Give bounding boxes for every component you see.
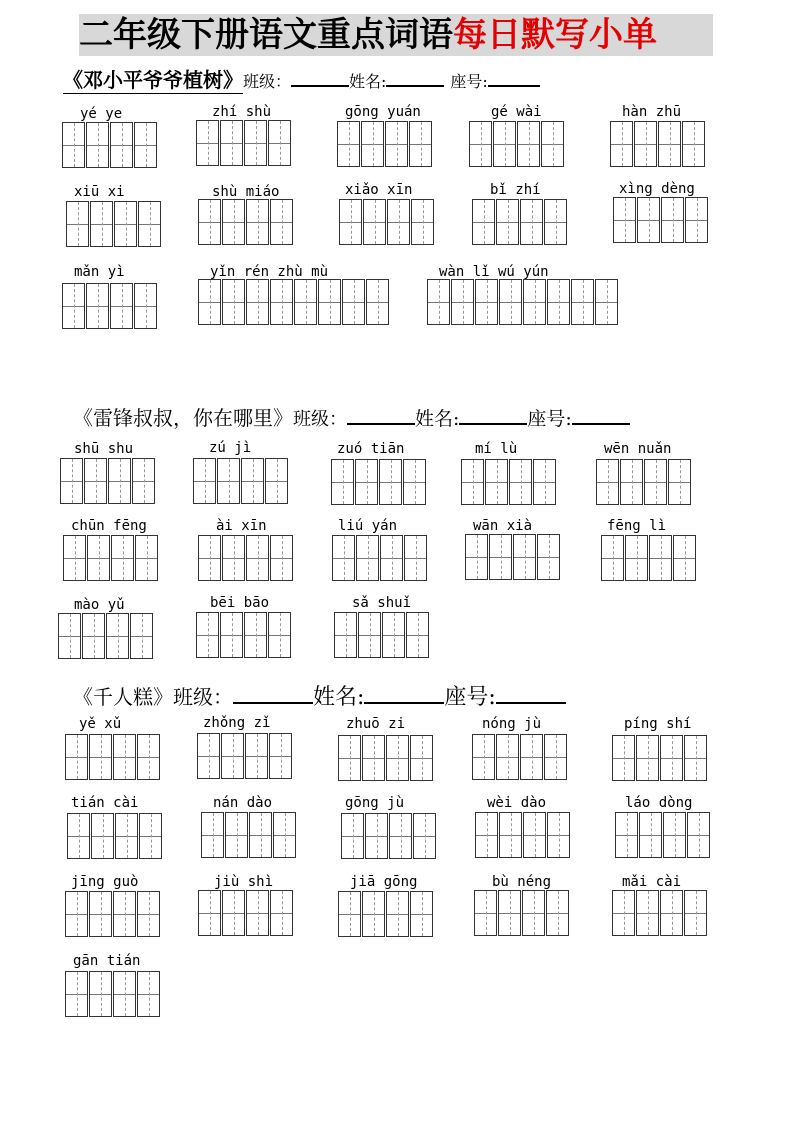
char-cell[interactable] — [682, 121, 705, 167]
char-cell[interactable] — [612, 735, 635, 781]
char-cell[interactable] — [365, 813, 388, 859]
lesson-header-2 — [73, 402, 630, 431]
char-cell[interactable] — [65, 971, 88, 1017]
char-cell[interactable] — [273, 812, 296, 858]
char-box-group[interactable] — [337, 121, 433, 167]
char-cell[interactable] — [198, 279, 221, 325]
char-cell[interactable] — [537, 534, 560, 580]
char-cell[interactable] — [270, 535, 293, 581]
pinyin-label: jiā gōng — [350, 874, 418, 890]
char-cell[interactable] — [523, 279, 546, 325]
char-box-group[interactable] — [334, 612, 430, 658]
char-cell[interactable] — [106, 613, 129, 659]
pinyin-label: shū shu — [74, 441, 134, 457]
pinyin-label: xìng dèng — [619, 181, 695, 197]
char-cell[interactable] — [244, 612, 267, 658]
char-cell[interactable] — [684, 735, 707, 781]
char-cell[interactable] — [406, 612, 429, 658]
char-cell[interactable] — [355, 459, 378, 505]
char-cell[interactable] — [249, 812, 272, 858]
pinyin-label: jiù shì — [214, 874, 274, 890]
char-cell[interactable] — [499, 812, 522, 858]
char-cell[interactable] — [220, 120, 243, 166]
char-cell[interactable] — [67, 813, 90, 859]
char-box-group[interactable] — [67, 813, 163, 859]
char-box-group[interactable] — [198, 890, 294, 936]
char-cell[interactable] — [268, 612, 291, 658]
char-cell[interactable] — [111, 535, 134, 581]
char-cell[interactable] — [363, 199, 386, 245]
pinyin-label: wèi dào — [487, 795, 547, 811]
char-box-group[interactable] — [472, 734, 568, 780]
char-box-group[interactable] — [613, 197, 709, 243]
char-box-group[interactable] — [65, 891, 161, 937]
char-box-group[interactable] — [472, 199, 568, 245]
char-cell[interactable] — [387, 199, 410, 245]
char-cell[interactable] — [265, 458, 288, 504]
title-black-part: 二年级下册语文重点词语 — [79, 15, 453, 55]
pinyin-label: ài xīn — [216, 518, 267, 534]
char-cell[interactable] — [331, 459, 354, 505]
class-label-3: 班级： — [173, 685, 233, 709]
char-cell[interactable] — [339, 199, 362, 245]
char-cell[interactable] — [547, 812, 570, 858]
pinyin-label: tián cài — [71, 795, 139, 811]
char-box-group[interactable] — [601, 535, 697, 581]
pinyin-label: mào yǔ — [74, 597, 125, 613]
char-box-group[interactable] — [339, 199, 435, 245]
char-cell[interactable] — [241, 458, 264, 504]
char-cell[interactable] — [513, 534, 536, 580]
char-box-group[interactable] — [596, 459, 692, 505]
char-cell[interactable] — [245, 733, 268, 779]
char-cell[interactable] — [138, 201, 161, 247]
char-cell[interactable] — [498, 890, 521, 936]
char-box-group[interactable] — [58, 613, 154, 659]
char-cell[interactable] — [410, 735, 433, 781]
pinyin-label: píng shí — [624, 716, 692, 732]
char-cell[interactable] — [637, 197, 660, 243]
char-box-group[interactable] — [612, 890, 708, 936]
lesson-title-1: 《邓小平爷爷植树》 — [63, 64, 243, 94]
char-cell[interactable] — [601, 535, 624, 581]
char-cell[interactable] — [356, 535, 379, 581]
char-cell[interactable] — [520, 199, 543, 245]
char-cell[interactable] — [66, 201, 89, 247]
char-cell[interactable] — [489, 534, 512, 580]
char-cell[interactable] — [338, 891, 361, 937]
pinyin-label: bǐ zhí — [490, 182, 541, 198]
char-box-group[interactable] — [331, 459, 427, 505]
char-cell[interactable] — [660, 890, 683, 936]
seat-blank-1[interactable] — [488, 84, 540, 87]
char-cell[interactable] — [520, 734, 543, 780]
char-cell[interactable] — [246, 890, 269, 936]
char-box-group[interactable] — [341, 813, 437, 859]
char-cell[interactable] — [661, 197, 684, 243]
char-cell[interactable] — [132, 458, 155, 504]
char-cell[interactable] — [660, 735, 683, 781]
pinyin-label: chūn fēng — [71, 518, 147, 534]
char-cell[interactable] — [517, 121, 540, 167]
pinyin-label: jīng guò — [71, 874, 139, 890]
char-cell[interactable] — [469, 121, 492, 167]
class-label-1: 班级： — [243, 72, 292, 91]
pinyin-label: xiǎo xīn — [345, 182, 413, 198]
char-cell[interactable] — [636, 735, 659, 781]
char-cell[interactable] — [58, 613, 81, 659]
char-cell[interactable] — [318, 279, 341, 325]
pinyin-label: zú jì — [209, 440, 252, 456]
char-cell[interactable] — [385, 121, 408, 167]
char-box-group[interactable] — [612, 735, 708, 781]
seat-label-2: 座号: — [527, 408, 572, 430]
char-cell[interactable] — [134, 122, 157, 168]
char-cell[interactable] — [613, 197, 636, 243]
char-cell[interactable] — [139, 813, 162, 859]
pinyin-label: gōng jù — [345, 795, 405, 811]
char-box-group[interactable] — [196, 120, 292, 166]
char-cell[interactable] — [636, 890, 659, 936]
pinyin-label: sǎ shuǐ — [352, 595, 412, 611]
char-cell[interactable] — [658, 121, 681, 167]
char-box-group[interactable] — [66, 201, 162, 247]
char-cell[interactable] — [197, 733, 220, 779]
char-cell[interactable] — [63, 535, 86, 581]
char-cell[interactable] — [361, 121, 384, 167]
char-cell[interactable] — [663, 812, 686, 858]
seat-blank-2[interactable] — [572, 422, 630, 425]
char-cell[interactable] — [196, 120, 219, 166]
char-box-group[interactable] — [475, 812, 571, 858]
name-blank-3[interactable] — [364, 701, 444, 704]
char-cell[interactable] — [404, 535, 427, 581]
pinyin-label: liú yán — [338, 518, 398, 534]
char-cell[interactable] — [496, 199, 519, 245]
char-cell[interactable] — [89, 891, 112, 937]
char-cell[interactable] — [246, 535, 269, 581]
char-cell[interactable] — [110, 283, 133, 329]
char-box-group[interactable] — [615, 812, 711, 858]
char-cell[interactable] — [475, 279, 498, 325]
char-box-group[interactable] — [338, 735, 434, 781]
char-cell[interactable] — [201, 812, 224, 858]
pinyin-label: yé ye — [80, 106, 123, 122]
char-cell[interactable] — [246, 279, 269, 325]
seat-label-3: 座号: — [444, 685, 496, 710]
char-cell[interactable] — [610, 121, 633, 167]
char-cell[interactable] — [465, 534, 488, 580]
char-cell[interactable] — [571, 279, 594, 325]
char-box-group[interactable] — [201, 812, 297, 858]
char-cell[interactable] — [198, 890, 221, 936]
pinyin-label: láo dòng — [625, 795, 693, 811]
char-box-group[interactable] — [65, 734, 161, 780]
pinyin-label: wān xià — [473, 518, 533, 534]
char-cell[interactable] — [270, 199, 293, 245]
class-blank-2[interactable] — [347, 422, 415, 425]
char-cell[interactable] — [113, 891, 136, 937]
char-cell[interactable] — [596, 459, 619, 505]
lesson-title-3: 《千人糕》 — [73, 685, 173, 709]
char-box-group[interactable] — [62, 122, 158, 168]
char-cell[interactable] — [89, 971, 112, 1017]
pinyin-label: gān tián — [73, 953, 141, 969]
char-cell[interactable] — [91, 813, 114, 859]
char-cell[interactable] — [386, 891, 409, 937]
char-cell[interactable] — [380, 535, 403, 581]
char-cell[interactable] — [472, 734, 495, 780]
char-box-group[interactable] — [60, 458, 156, 504]
char-cell[interactable] — [625, 535, 648, 581]
char-cell[interactable] — [379, 459, 402, 505]
char-cell[interactable] — [246, 199, 269, 245]
page-title — [79, 14, 713, 56]
char-cell[interactable] — [332, 535, 355, 581]
pinyin-label: wēn nuǎn — [604, 441, 672, 457]
char-box-group[interactable] — [465, 534, 561, 580]
char-cell[interactable] — [222, 535, 245, 581]
char-cell[interactable] — [687, 812, 710, 858]
char-cell[interactable] — [413, 813, 436, 859]
char-cell[interactable] — [685, 197, 708, 243]
title-red-part: 每日默写小单 — [453, 15, 657, 55]
char-cell[interactable] — [198, 535, 221, 581]
char-cell[interactable] — [87, 535, 110, 581]
char-cell[interactable] — [338, 735, 361, 781]
char-box-group[interactable] — [198, 199, 294, 245]
char-cell[interactable] — [342, 279, 365, 325]
char-cell[interactable] — [113, 971, 136, 1017]
char-cell[interactable] — [244, 120, 267, 166]
char-box-group[interactable] — [610, 121, 706, 167]
char-cell[interactable] — [90, 201, 113, 247]
char-box-group[interactable] — [198, 535, 294, 581]
char-cell[interactable] — [225, 812, 248, 858]
char-cell[interactable] — [86, 122, 109, 168]
char-cell[interactable] — [620, 459, 643, 505]
class-blank-3[interactable] — [233, 701, 313, 704]
char-cell[interactable] — [134, 283, 157, 329]
char-cell[interactable] — [546, 890, 569, 936]
pinyin-label: wàn lǐ wú yún — [439, 264, 549, 280]
char-box-group[interactable] — [338, 891, 434, 937]
lesson-title-2: 《雷锋叔叔，你在哪里》 — [73, 406, 293, 430]
char-cell[interactable] — [341, 813, 364, 859]
pinyin-label: shù miáo — [212, 184, 280, 200]
char-cell[interactable] — [668, 459, 691, 505]
class-blank-1[interactable] — [291, 84, 349, 87]
char-cell[interactable] — [382, 612, 405, 658]
lesson-header-3 — [73, 680, 566, 711]
char-cell[interactable] — [496, 734, 519, 780]
pinyin-label: xiū xi — [74, 184, 125, 200]
char-cell[interactable] — [649, 535, 672, 581]
char-cell[interactable] — [110, 122, 133, 168]
char-box-group[interactable] — [197, 733, 293, 779]
char-box-group[interactable] — [65, 971, 161, 1017]
char-cell[interactable] — [544, 199, 567, 245]
char-cell[interactable] — [386, 735, 409, 781]
char-cell[interactable] — [522, 890, 545, 936]
char-box-group[interactable] — [474, 890, 570, 936]
char-cell[interactable] — [362, 735, 385, 781]
name-blank-2[interactable] — [459, 422, 527, 425]
seat-label-1: 座号: — [450, 72, 488, 91]
char-box-group[interactable] — [469, 121, 565, 167]
char-cell[interactable] — [644, 459, 667, 505]
char-cell[interactable] — [222, 279, 245, 325]
char-cell[interactable] — [533, 459, 556, 505]
char-cell[interactable] — [358, 612, 381, 658]
char-cell[interactable] — [612, 890, 635, 936]
pinyin-label: gé wài — [491, 104, 542, 120]
char-cell[interactable] — [684, 890, 707, 936]
char-cell[interactable] — [547, 279, 570, 325]
name-blank-1[interactable] — [386, 84, 444, 87]
char-cell[interactable] — [86, 283, 109, 329]
char-cell[interactable] — [114, 201, 137, 247]
char-cell[interactable] — [222, 199, 245, 245]
seat-blank-3[interactable] — [496, 701, 566, 704]
pinyin-label: zhí shù — [212, 104, 272, 120]
char-cell[interactable] — [62, 283, 85, 329]
char-box-group[interactable] — [461, 459, 557, 505]
char-cell[interactable] — [221, 733, 244, 779]
char-cell[interactable] — [65, 734, 88, 780]
pinyin-label: gōng yuán — [345, 104, 421, 120]
name-label-1: 姓名: — [349, 72, 387, 91]
char-cell[interactable] — [82, 613, 105, 659]
char-cell[interactable] — [269, 733, 292, 779]
char-cell[interactable] — [411, 199, 434, 245]
char-cell[interactable] — [108, 458, 131, 504]
char-cell[interactable] — [337, 121, 360, 167]
char-cell[interactable] — [523, 812, 546, 858]
char-cell[interactable] — [193, 458, 216, 504]
char-cell[interactable] — [472, 199, 495, 245]
char-cell[interactable] — [403, 459, 426, 505]
char-cell[interactable] — [366, 279, 389, 325]
pinyin-label: nóng jù — [482, 716, 542, 732]
pinyin-label: yě xǔ — [79, 716, 122, 732]
char-cell[interactable] — [410, 891, 433, 937]
lesson-header-1 — [63, 64, 540, 94]
pinyin-label: mí lù — [475, 441, 518, 457]
char-box-group[interactable] — [193, 458, 289, 504]
char-cell[interactable] — [222, 890, 245, 936]
char-cell[interactable] — [89, 734, 112, 780]
char-cell[interactable] — [130, 613, 153, 659]
char-box-group[interactable] — [62, 283, 158, 329]
char-cell[interactable] — [65, 891, 88, 937]
pinyin-label: bēi bāo — [210, 595, 270, 611]
char-cell[interactable] — [634, 121, 657, 167]
char-cell[interactable] — [615, 812, 638, 858]
pinyin-label: bù néng — [492, 874, 552, 890]
char-cell[interactable] — [474, 890, 497, 936]
char-cell[interactable] — [493, 121, 516, 167]
char-cell[interactable] — [62, 122, 85, 168]
char-box-group[interactable] — [196, 612, 292, 658]
name-label-2: 姓名: — [415, 408, 460, 430]
pinyin-label: fēng lì — [607, 518, 667, 534]
char-cell[interactable] — [217, 458, 240, 504]
pinyin-label: nán dào — [213, 795, 273, 811]
char-cell[interactable] — [499, 279, 522, 325]
char-cell[interactable] — [362, 891, 385, 937]
char-cell[interactable] — [270, 890, 293, 936]
char-cell[interactable] — [137, 971, 160, 1017]
char-cell[interactable] — [113, 734, 136, 780]
char-box-group[interactable] — [427, 279, 619, 325]
pinyin-label: zhuō zi — [346, 716, 406, 732]
char-cell[interactable] — [137, 734, 160, 780]
char-cell[interactable] — [485, 459, 508, 505]
char-cell[interactable] — [270, 279, 293, 325]
char-cell[interactable] — [673, 535, 696, 581]
char-cell[interactable] — [427, 279, 450, 325]
pinyin-label: hàn zhū — [622, 104, 682, 120]
char-cell[interactable] — [60, 458, 83, 504]
char-cell[interactable] — [544, 734, 567, 780]
class-label-2: 班级： — [293, 409, 347, 430]
char-cell[interactable] — [475, 812, 498, 858]
pinyin-label: mǎn yì — [74, 264, 125, 280]
char-cell[interactable] — [294, 279, 317, 325]
char-cell[interactable] — [334, 612, 357, 658]
char-cell[interactable] — [409, 121, 432, 167]
char-cell[interactable] — [509, 459, 532, 505]
char-cell[interactable] — [137, 891, 160, 937]
char-box-group[interactable] — [198, 279, 390, 325]
name-label-3: 姓名: — [313, 685, 365, 710]
char-cell[interactable] — [135, 535, 158, 581]
pinyin-label: zuó tiān — [337, 441, 405, 457]
char-cell[interactable] — [220, 612, 243, 658]
char-cell[interactable] — [268, 120, 291, 166]
pinyin-label: yǐn rén zhù mù — [210, 264, 329, 280]
char-cell[interactable] — [84, 458, 107, 504]
char-cell[interactable] — [639, 812, 662, 858]
char-cell[interactable] — [451, 279, 474, 325]
pinyin-label: mǎi cài — [622, 874, 682, 890]
pinyin-label: zhǒng zǐ — [203, 715, 271, 731]
char-box-group[interactable] — [63, 535, 159, 581]
char-cell[interactable] — [541, 121, 564, 167]
char-cell[interactable] — [595, 279, 618, 325]
char-cell[interactable] — [196, 612, 219, 658]
char-cell[interactable] — [461, 459, 484, 505]
char-cell[interactable] — [198, 199, 221, 245]
char-cell[interactable] — [389, 813, 412, 859]
char-cell[interactable] — [115, 813, 138, 859]
char-box-group[interactable] — [332, 535, 428, 581]
